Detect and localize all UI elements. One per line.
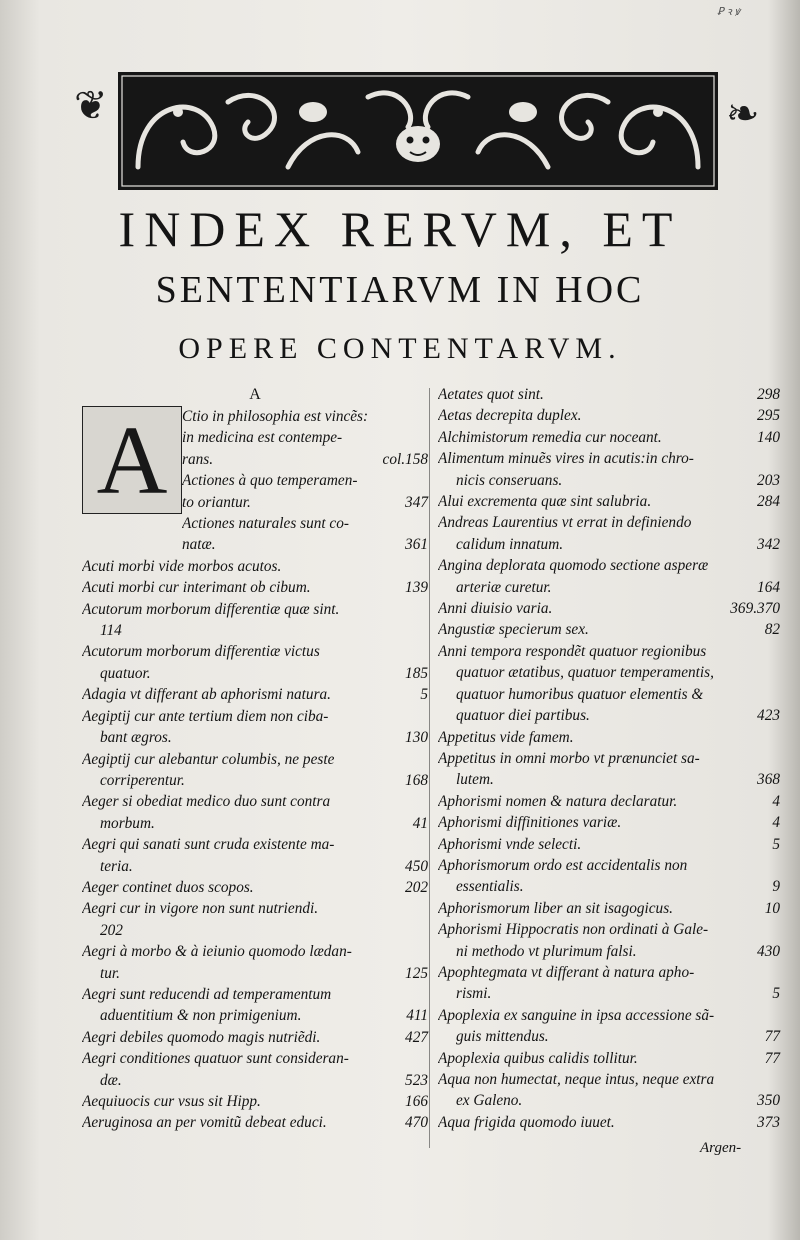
entry-page: 342 [757, 535, 780, 553]
entry-page: 202 [405, 878, 428, 896]
entry-page: 295 [757, 407, 780, 425]
entry-text: essentialis. [456, 878, 524, 896]
index-entry [82, 1091, 428, 1112]
entry-page: 168 [405, 771, 428, 789]
entry-text: ni methodo vt plurimum falsi. [456, 942, 637, 960]
entry-page: 5 [420, 686, 428, 704]
entry-text: Aphorismi diffinitiones variæ. [438, 814, 622, 832]
entry-page: 166 [405, 1093, 428, 1110]
entry-text: ex Galeno. [456, 1092, 523, 1110]
index-entry [82, 877, 428, 898]
index-entry [438, 898, 780, 919]
index-entry [82, 684, 428, 705]
entry-text: morbum. [100, 814, 155, 832]
entry-text: rans. [182, 450, 214, 468]
entry-text: in medicina est contempe- [182, 429, 343, 447]
entry-page: 411 [406, 1007, 428, 1025]
entry-text: Aegri sunt reducendi ad temperamentum [82, 985, 332, 1003]
index-entry [438, 748, 780, 791]
entry-text: Apophtegmata vt differant à natura apho- [438, 963, 695, 981]
entry-text: calidum innatum. [456, 535, 564, 553]
entry-page: 373 [757, 1113, 780, 1131]
column-rule [429, 388, 430, 1148]
index-entry [438, 834, 780, 855]
entry-text: Alchimistorum remedia cur noceant. [438, 428, 662, 446]
drop-cap [82, 406, 182, 514]
entry-text: Acutorum morborum differentiæ victus [82, 643, 320, 661]
entry-page: 523 [405, 1071, 428, 1089]
entry-page: 41 [412, 814, 428, 832]
entry-text: Aegri à morbo & à ieiunio quomodo lædan- [82, 943, 352, 961]
entry-page: 423 [757, 707, 780, 725]
entry-text: Aphorismorum ordo est accidentalis non [438, 856, 688, 874]
entry-page: 284 [757, 493, 780, 511]
entry-text: Angina deplorata quomodo sectione asperæ [438, 557, 709, 575]
entry-page: 430 [757, 942, 780, 960]
entry-page: 9 [772, 878, 780, 896]
entry-page: 164 [757, 578, 780, 596]
index-entry [82, 706, 428, 749]
entry-page: col.158 [382, 450, 428, 468]
entry-page: 82 [764, 621, 780, 639]
entry-page: 140 [757, 428, 780, 446]
entry-page: 5 [772, 835, 780, 853]
entry-text: Appetitus in omni morbo vt prænunciet sa- [438, 749, 700, 767]
entry-text: Aegiptij cur alebantur columbis, ne peste [82, 750, 335, 768]
index-entry [438, 1069, 780, 1112]
index-entry [82, 1027, 428, 1048]
entry-page: 369.370 [730, 600, 780, 618]
index-entry [438, 512, 780, 555]
entry-text: Aetates quot sint. [438, 386, 544, 403]
entry-text: Aequiuocis cur vsus sit Hipp. [82, 1093, 261, 1110]
index-entry [438, 555, 780, 598]
entry-page: 450 [405, 857, 428, 875]
entry-text: Aqua non humectat, neque intus, neque extra [438, 1071, 715, 1088]
entry-text: aduentitium & non primigenium. [100, 1007, 302, 1025]
title-line-3: OPERE CONTENTARVM. [178, 332, 622, 365]
entry-text: Adagia vt differant ab aphorismi natura. [82, 686, 332, 704]
index-entry [82, 599, 428, 642]
entry-text: Actiones à quo temperamen- [182, 472, 358, 490]
entry-page: 350 [757, 1092, 780, 1110]
entry-text: nicis conseruans. [456, 471, 563, 489]
entry-text: arteriæ curetur. [456, 578, 552, 596]
entry-page: 470 [405, 1114, 428, 1132]
entry-text: Appetitus vide famem. [438, 728, 574, 746]
entry-text: Aeger continet duos scopos. [82, 878, 254, 896]
right-fleuron-icon: ❧ [726, 91, 760, 136]
entry-page: 130 [405, 729, 428, 747]
index-entry [438, 812, 780, 833]
entry-page: 203 [757, 471, 780, 489]
index-entry [438, 448, 780, 491]
entry-text: teria. [100, 857, 133, 875]
entry-page: 4 [772, 814, 780, 832]
entry-text: guis mittendus. [456, 1028, 549, 1046]
entry-page: 298 [757, 386, 780, 403]
left-fleuron-icon: ❦ [74, 83, 108, 128]
entry-text: Aegiptij cur ante tertium diem non ciba- [82, 707, 329, 725]
entry-text: quatuor diei partibus. [456, 707, 590, 725]
entry-text: Ctio in philosophia est vincẽs: [182, 408, 369, 425]
index-entry [82, 941, 428, 984]
index-entry [438, 491, 780, 512]
entry-page: 347 [405, 493, 428, 511]
entry-text: Aegri cur in vigore non sunt nutriendi. [82, 900, 319, 918]
entry-page: 10 [764, 899, 780, 917]
drop-cap-letter: A [96, 407, 168, 515]
index-entry [438, 384, 780, 405]
index-entry [438, 727, 780, 748]
index-entry [438, 855, 780, 898]
index-entry [438, 619, 780, 640]
corner-annotation: Ꝑ ꝛ ꝟ [717, 6, 740, 18]
entry-text: Anni diuisio varia. [438, 600, 553, 618]
entry-text: Aphorismi Hippocratis non ordinati à Gale- [438, 921, 709, 939]
index-entry [82, 984, 428, 1027]
entry-text: natæ. [182, 536, 216, 554]
entry-page: 5 [772, 985, 780, 1003]
index-entry [438, 1048, 780, 1069]
entry-page: 368 [757, 771, 780, 789]
entry-text: Aetas decrepita duplex. [438, 407, 582, 425]
entry-text: Angustiæ specierum sex. [438, 621, 589, 639]
entry-page: 139 [405, 579, 428, 597]
index-entry [82, 898, 428, 941]
index-entry [82, 577, 428, 598]
entry-text: rismi. [456, 985, 492, 1003]
entry-text: 202 [100, 921, 123, 939]
entry-page: 427 [405, 1028, 428, 1046]
index-entry [82, 556, 428, 577]
section-letter: A [249, 386, 261, 403]
title-line-2: SENTENTIARVM IN HOC [155, 269, 645, 311]
entry-text: Aeger si obediat medico duo sunt contra [82, 793, 331, 811]
index-entry [438, 1112, 780, 1133]
entry-text: Actiones naturales sunt co- [182, 515, 349, 533]
entry-text: Acuti morbi vide morbos acutos. [82, 557, 282, 575]
entry-text: Alimentum minuẽs vires in acutis:in chro- [438, 450, 694, 468]
entry-text: Andreas Laurentius vt errat in definiendo [438, 514, 692, 532]
entry-text: Acuti morbi cur interimant ob cibum. [82, 579, 311, 597]
entry-text: Aegri qui sanati sunt cruda existente ma- [82, 836, 335, 854]
title-line-1: INDEX RERVM, ET [118, 201, 682, 257]
entry-text: quatuor ætatibus, quatuor temperamentis, [456, 664, 714, 682]
entry-text: Acutorum morborum differentiæ quæ sint. [82, 600, 340, 618]
index-entry [82, 513, 428, 556]
entry-page: 125 [405, 964, 428, 982]
index-entry [438, 1005, 780, 1048]
entry-text: tur. [100, 964, 120, 982]
index-entry [438, 962, 780, 1005]
entry-text: Anni tempora respondẽt quatuor regionibus [438, 642, 707, 660]
entry-page: 77 [764, 1049, 780, 1067]
left-column [82, 384, 428, 1134]
index-entry [438, 598, 780, 619]
index-entry [82, 641, 428, 684]
entry-text: Alui excrementa quæ sint salubria. [438, 493, 652, 511]
entry-page: 185 [405, 664, 428, 682]
entry-text: lutem. [456, 771, 494, 789]
right-column [438, 384, 780, 1133]
entry-page: 77 [764, 1028, 780, 1046]
index-entry [82, 1048, 428, 1091]
entry-text: Aphorismorum liber an sit isagogicus. [438, 899, 673, 917]
entry-text: Aqua frigida quomodo iuuet. [438, 1113, 615, 1131]
entry-text: Aegri debiles quomodo magis nutriẽdi. [82, 1028, 321, 1046]
index-entry [438, 405, 780, 426]
index-entry [438, 791, 780, 812]
entry-text: Apoplexia ex sanguine in ipsa accessione sã- [438, 1006, 715, 1024]
index-entry [82, 791, 428, 834]
catchword: Argen- [700, 1140, 742, 1156]
index-entry [82, 749, 428, 792]
entry-text: 114 [100, 622, 122, 640]
entry-text: Aegri conditiones quatuor sunt consideran- [82, 1050, 349, 1068]
entry-text: to oriantur. [182, 493, 251, 511]
entry-text: Aeruginosa an per vomitũ debeat educi. [82, 1114, 327, 1132]
ornamental-headpiece [118, 72, 718, 190]
index-entry [438, 427, 780, 448]
index-entry [438, 919, 780, 962]
entry-text: Apoplexia quibus calidis tollitur. [438, 1049, 638, 1067]
entry-text: quatuor. [100, 664, 151, 682]
entry-text: dæ. [100, 1071, 122, 1089]
entry-text: Aphorismi vnde selecti. [438, 835, 582, 853]
index-entry [82, 834, 428, 877]
entry-page: 4 [772, 792, 780, 810]
index-entry [82, 1112, 428, 1133]
index-entry [438, 641, 780, 727]
entry-text: corriperentur. [100, 771, 185, 789]
entry-text: bant ægros. [100, 729, 172, 747]
entry-text: Aphorismi nomen & natura declaratur. [438, 792, 678, 810]
entry-page: 361 [405, 536, 428, 554]
entry-text: quatuor humoribus quatuor elementis & [456, 685, 704, 703]
